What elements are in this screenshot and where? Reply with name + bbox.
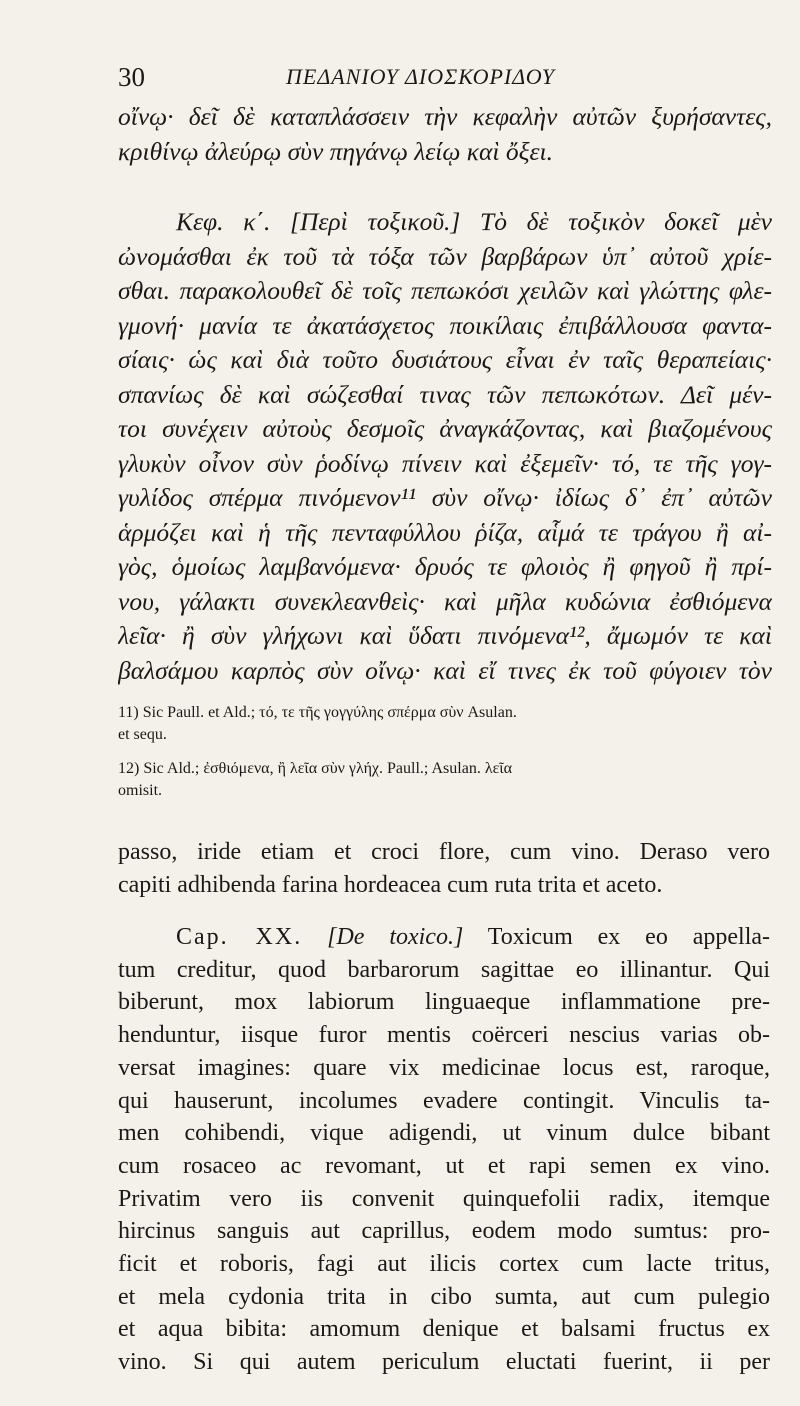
latin-line: et aqua bibita: amomum denique et balsami fructus ex: [118, 1316, 770, 1343]
latin-line: ficit et roboris, fagi aut ilicis cortex cum lacte tritus,: [118, 1251, 770, 1278]
greek-paragraph-2: [118, 205, 772, 688]
latin-line: qui hauserunt, incolumes evadere contingit. Vinculis ta-: [118, 1087, 770, 1114]
page-number: 30: [118, 62, 145, 92]
chapter-heading-text: Toxicum ex eo appella-: [487, 924, 770, 950]
footnote-11: 11) Sic Paull. et Ald.; τό, τε τῆς γογγύλης σπέρμα σὺν Asulan.: [118, 704, 517, 721]
greek-line: ἁρμόζει καὶ ἡ τῆς πενταφύλλου ῥίζα, αἷμά τε τράγου ἢ αἰ-: [118, 517, 772, 547]
greek-line: οἴνῳ· δεῖ δὲ καταπλάσσειν τὴν κεφαλὴν αὐτῶν ξυρήσαντες,: [118, 102, 772, 131]
chapter-number: Cap. XX.: [176, 924, 303, 950]
footnote-12: 12) Sic Ald.; ἐσθιόμενα, ἢ λεῖα σὺν γλήχ. Paull.; Asulan. λεῖα: [118, 760, 512, 777]
latin-chapter-heading-line: [118, 921, 770, 954]
latin-line: biberunt, mox labiorum linguaeque inflammatione pre-: [118, 989, 770, 1016]
greek-line: σίαις· ὡς καὶ διὰ τοῦτο δυσιάτους εἶναι ἐν ταῖς θεραπείαις·: [118, 345, 772, 374]
greek-chapter-heading-line: Κεφ. κ΄. [Περὶ τοξικοῦ.] Τὸ δὲ τοξικὸν δοκεῖ μὲν: [176, 207, 772, 236]
running-head: ΠΕΔΑΝΙΟΥ ΔΙΟΣΚΟΡΙΔΟΥ: [286, 64, 556, 89]
latin-line: men cohibendi, vique adigendi, ut vinum dulce bibant: [118, 1120, 770, 1147]
latin-line: passo, iride etiam et croci flore, cum vino. Deraso vero: [118, 839, 770, 865]
latin-line: et mela cydonia trita in cibo sumta, aut cum pulegio: [118, 1283, 770, 1310]
latin-line: tum creditur, quod barbarorum sagittae eo illinantur. Qui: [118, 956, 770, 983]
greek-line: γυλίδος σπέρμα πινόμενον¹¹ σὺν οἴνῳ· ἰδίως δ᾽ ἐπ᾽ αὐτῶν: [118, 483, 772, 512]
footnote-12-continuation: omisit.: [118, 782, 163, 799]
greek-line: ὠνομάσθαι ἐκ τοῦ τὰ τόξα τῶν βαρβάρων ὑπ᾽ αὐτοῦ χρίε-: [118, 241, 772, 271]
greek-line: βαλσάμου καρπὸς σὺν οἴνῳ· καὶ εἴ τινες ἐκ τοῦ φύγοιεν τὸν: [118, 655, 772, 685]
greek-line: γμονή· μανία τε ἀκατάσχετος ποικίλαις ἐπιβάλλουσα φαντα-: [118, 310, 772, 340]
greek-line: νου, γάλακτι συνεκλεανθεὶς· καὶ μῆλα κυδώνια ἐσθιόμενα: [118, 586, 772, 616]
greek-line: γλυκὺν οἶνον σὺν ῥοδίνῳ πίνειν καὶ ἐξεμεῖν· τό, τε τῆς γογ-: [118, 448, 772, 478]
greek-line: γὸς, ὁμοίως λαμβανόμενα· δρυός τε φλοιὸς ἢ φηγοῦ ἢ πρί-: [118, 552, 772, 581]
latin-line: vino. Si qui autem periculum eluctati fuerint, ii per: [118, 1349, 770, 1376]
chapter-title: [De toxico.]: [327, 924, 464, 950]
latin-line: capiti adhibenda farina hordeacea cum ruta trita et aceto.: [118, 871, 663, 898]
greek-line: τοι συνέχειν αὐτοὺς δεσμοῖς ἀναγκάζοντας, καὶ βιαζομένους: [118, 414, 772, 443]
latin-line: hircinus sanguis aut caprillus, eodem modo sumtus: pro-: [118, 1218, 770, 1245]
greek-line: κριθίνῳ ἀλεύρῳ σὺν πηγάνῳ λείῳ καὶ ὄξει.: [118, 136, 554, 166]
page-header: [118, 62, 678, 96]
footnote-11-continuation: et sequ.: [118, 726, 167, 743]
greek-line: λεῖα· ἢ σὺν γλήχωνι καὶ ὕδατι πινόμενα¹², ἄμωμόν τε καὶ: [118, 621, 772, 650]
latin-line: Privatim vero iis convenit quinquefolii radix, itemque: [118, 1185, 770, 1212]
greek-line: σθαι. παρακολουθεῖ δὲ τοῖς πεπωκόσι χειλῶν καὶ γλώττης φλε-: [118, 276, 772, 305]
greek-paragraph-1: [118, 100, 772, 169]
greek-line: σπανίως δὲ καὶ σώζεσθαί τινας τῶν πεπωκότων. Δεῖ μέν-: [118, 379, 772, 409]
footnotes: [118, 702, 772, 802]
latin-paragraph-2: [118, 921, 770, 1379]
latin-line: henduntur, iisque furor mentis coërceri nescius varias ob-: [118, 1022, 770, 1049]
latin-line: cum rosaceo ac revomant, ut et rapi semen ex vino.: [118, 1152, 770, 1179]
latin-paragraph-1: [118, 836, 770, 901]
latin-line: versat imagines: quare vix medicinae locus est, raroque,: [118, 1054, 770, 1081]
